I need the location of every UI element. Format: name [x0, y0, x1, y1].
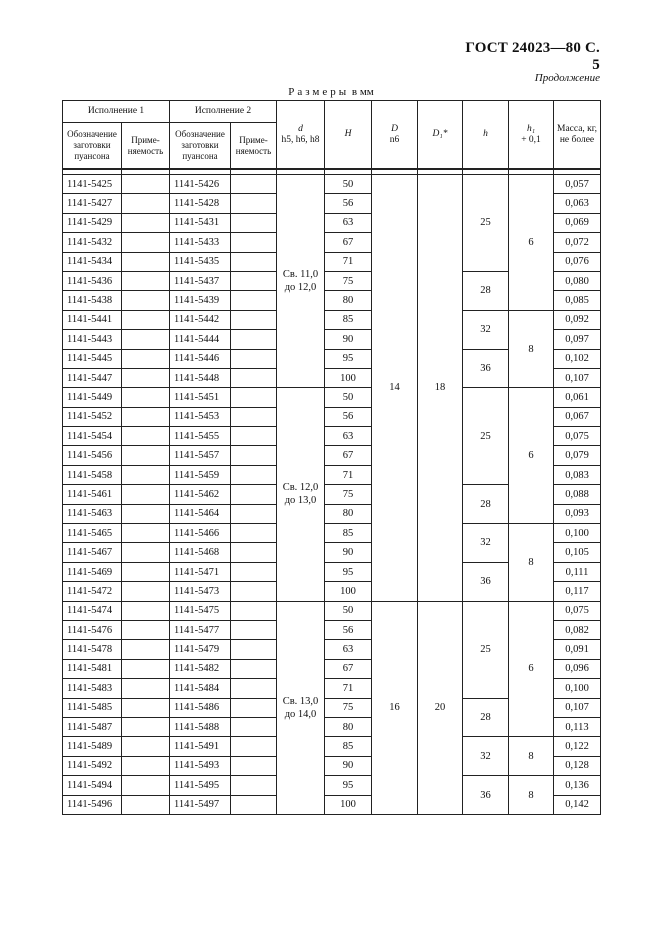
applicability-exec2-cell	[231, 465, 277, 484]
designation-exec2-cell: 1141-5482	[170, 659, 231, 678]
H-cell: 85	[325, 524, 372, 543]
applicability-exec2-cell	[231, 446, 277, 465]
designation-exec2-cell: 1141-5428	[170, 194, 231, 213]
h-cell: 28	[463, 271, 509, 310]
designation-exec2-cell: 1141-5486	[170, 698, 231, 717]
mass-cell: 0,096	[554, 659, 601, 678]
applicability-exec1-cell	[122, 795, 170, 814]
designation-exec1-cell: 1141-5454	[63, 427, 122, 446]
mass-cell: 0,075	[554, 427, 601, 446]
dimensions-unit: в мм	[351, 86, 374, 98]
table-row	[63, 601, 601, 620]
designation-exec2-cell: 1141-5444	[170, 330, 231, 349]
applicability-exec1-cell	[122, 659, 170, 678]
designation-exec1-cell: 1141-5434	[63, 252, 122, 271]
H-cell: 80	[325, 717, 372, 736]
header-mass: Масса, кг, не более	[554, 101, 601, 170]
applicability-exec1-cell	[122, 737, 170, 756]
H-cell: 95	[325, 349, 372, 368]
designation-exec1-cell: 1141-5487	[63, 717, 122, 736]
H-cell: 56	[325, 194, 372, 213]
header-d	[277, 101, 325, 170]
designation-exec2-cell: 1141-5493	[170, 756, 231, 775]
mass-cell: 0,082	[554, 620, 601, 639]
applicability-exec2-cell	[231, 349, 277, 368]
designation-exec2-cell: 1141-5433	[170, 233, 231, 252]
h-cell: 32	[463, 737, 509, 776]
designation-exec1-cell: 1141-5443	[63, 330, 122, 349]
table-row	[63, 310, 601, 329]
H-cell: 80	[325, 291, 372, 310]
H-cell: 63	[325, 640, 372, 659]
d-range-cell: Св. 11,0 до 12,0	[277, 175, 325, 388]
h-cell: 36	[463, 349, 509, 388]
mass-cell: 0,097	[554, 330, 601, 349]
applicability-exec2-cell	[231, 291, 277, 310]
table-row	[63, 737, 601, 756]
mass-cell: 0,100	[554, 679, 601, 698]
applicability-exec2-cell	[231, 175, 277, 194]
applicability-exec2-cell	[231, 271, 277, 290]
applicability-exec2-cell	[231, 756, 277, 775]
designation-exec2-cell: 1141-5464	[170, 504, 231, 523]
designation-exec1-cell: 1141-5474	[63, 601, 122, 620]
D1-cell: 18	[418, 175, 463, 602]
mass-cell: 0,107	[554, 698, 601, 717]
designation-exec2-cell: 1141-5437	[170, 271, 231, 290]
applicability-exec2-cell	[231, 485, 277, 504]
designation-exec2-cell: 1141-5473	[170, 582, 231, 601]
applicability-exec2-cell	[231, 310, 277, 329]
applicability-exec2-cell	[231, 582, 277, 601]
mass-cell: 0,083	[554, 465, 601, 484]
applicability-exec2-cell	[231, 601, 277, 620]
designation-exec2-cell: 1141-5491	[170, 737, 231, 756]
h-cell: 32	[463, 524, 509, 563]
designation-exec2-cell: 1141-5455	[170, 427, 231, 446]
mass-cell: 0,067	[554, 407, 601, 426]
d-range-cell: Св. 12,0 до 13,0	[277, 388, 325, 601]
designation-exec2-cell: 1141-5459	[170, 465, 231, 484]
mass-cell: 0,107	[554, 368, 601, 387]
designation-exec1-cell: 1141-5445	[63, 349, 122, 368]
designation-exec2-cell: 1141-5426	[170, 175, 231, 194]
table-row	[63, 388, 601, 407]
applicability-exec1-cell	[122, 543, 170, 562]
designation-exec1-cell: 1141-5469	[63, 562, 122, 581]
designation-exec2-cell: 1141-5479	[170, 640, 231, 659]
continued-label: Продолжение	[534, 72, 600, 84]
applicability-exec2-cell	[231, 640, 277, 659]
table-row	[63, 524, 601, 543]
H-cell: 67	[325, 446, 372, 465]
dimensions-caption	[62, 86, 600, 98]
designation-exec1-cell: 1141-5436	[63, 271, 122, 290]
applicability-exec1-cell	[122, 194, 170, 213]
designation-exec2-cell: 1141-5484	[170, 679, 231, 698]
H-cell: 95	[325, 776, 372, 795]
header-H: H	[325, 101, 372, 170]
h1-cell: 6	[509, 175, 554, 311]
designation-exec1-cell: 1141-5481	[63, 659, 122, 678]
designation-exec1-cell: 1141-5467	[63, 543, 122, 562]
designation-exec2-cell: 1141-5453	[170, 407, 231, 426]
designation-exec2-cell: 1141-5475	[170, 601, 231, 620]
designation-exec2-cell: 1141-5477	[170, 620, 231, 639]
applicability-exec2-cell	[231, 524, 277, 543]
D-tolerance: n6	[389, 134, 400, 145]
designation-exec2-cell: 1141-5457	[170, 446, 231, 465]
h1-cell: 8	[509, 737, 554, 776]
applicability-exec1-cell	[122, 620, 170, 639]
mass-cell: 0,122	[554, 737, 601, 756]
mass-cell: 0,105	[554, 543, 601, 562]
applicability-exec1-cell	[122, 368, 170, 387]
designation-exec2-cell: 1141-5439	[170, 291, 231, 310]
h-cell: 25	[463, 175, 509, 272]
mass-cell: 0,072	[554, 233, 601, 252]
h-cell: 32	[463, 310, 509, 349]
applicability-exec1-cell	[122, 175, 170, 194]
applicability-exec1-cell	[122, 427, 170, 446]
designation-exec1-cell: 1141-5449	[63, 388, 122, 407]
H-cell: 90	[325, 756, 372, 775]
designation-exec1-cell: 1141-5476	[63, 620, 122, 639]
designation-exec1-cell: 1141-5452	[63, 407, 122, 426]
h-cell: 28	[463, 698, 509, 737]
applicability-exec1-cell	[122, 465, 170, 484]
H-cell: 63	[325, 427, 372, 446]
applicability-exec2-cell	[231, 679, 277, 698]
designation-exec1-cell: 1141-5463	[63, 504, 122, 523]
punch-blanks-table	[62, 100, 601, 815]
designation-exec1-cell: 1141-5494	[63, 776, 122, 795]
applicability-exec2-cell	[231, 194, 277, 213]
designation-exec2-cell: 1141-5471	[170, 562, 231, 581]
applicability-exec1-cell	[122, 717, 170, 736]
mass-cell: 0,111	[554, 562, 601, 581]
mass-cell: 0,128	[554, 756, 601, 775]
mass-cell: 0,085	[554, 291, 601, 310]
H-cell: 85	[325, 737, 372, 756]
applicability-exec2-cell	[231, 388, 277, 407]
h-cell: 28	[463, 485, 509, 524]
mass-cell: 0,076	[554, 252, 601, 271]
applicability-exec1-cell	[122, 252, 170, 271]
designation-exec1-cell: 1141-5478	[63, 640, 122, 659]
designation-exec2-cell: 1141-5488	[170, 717, 231, 736]
applicability-exec2-cell	[231, 562, 277, 581]
H-cell: 56	[325, 620, 372, 639]
header-h: h	[463, 101, 509, 170]
applicability-exec1-cell	[122, 213, 170, 232]
designation-exec2-cell: 1141-5448	[170, 368, 231, 387]
h-cell: 25	[463, 388, 509, 485]
h-cell: 36	[463, 562, 509, 601]
designation-exec2-cell: 1141-5435	[170, 252, 231, 271]
applicability-exec2-cell	[231, 368, 277, 387]
H-cell: 50	[325, 601, 372, 620]
applicability-exec2-cell	[231, 698, 277, 717]
header-applicability-1: Приме-няемость	[122, 123, 170, 170]
applicability-exec2-cell	[231, 620, 277, 639]
applicability-exec1-cell	[122, 504, 170, 523]
designation-exec2-cell: 1141-5442	[170, 310, 231, 329]
applicability-exec2-cell	[231, 717, 277, 736]
designation-exec1-cell: 1141-5438	[63, 291, 122, 310]
designation-exec1-cell: 1141-5458	[63, 465, 122, 484]
mass-cell: 0,069	[554, 213, 601, 232]
designation-exec1-cell: 1141-5496	[63, 795, 122, 814]
applicability-exec1-cell	[122, 485, 170, 504]
D-symbol: D	[391, 123, 398, 134]
D-cell: 16	[372, 601, 418, 814]
H-cell: 90	[325, 543, 372, 562]
designation-exec1-cell: 1141-5465	[63, 524, 122, 543]
header-execution-2: Исполнение 2	[170, 101, 277, 123]
designation-exec2-cell: 1141-5431	[170, 213, 231, 232]
applicability-exec2-cell	[231, 543, 277, 562]
H-cell: 75	[325, 271, 372, 290]
D-cell: 14	[372, 175, 418, 602]
mass-cell: 0,142	[554, 795, 601, 814]
H-cell: 71	[325, 679, 372, 698]
H-cell: 67	[325, 659, 372, 678]
applicability-exec2-cell	[231, 659, 277, 678]
header-execution-1: Исполнение 1	[63, 101, 170, 123]
H-cell: 75	[325, 485, 372, 504]
designation-exec2-cell: 1141-5468	[170, 543, 231, 562]
applicability-exec1-cell	[122, 291, 170, 310]
H-cell: 100	[325, 795, 372, 814]
mass-cell: 0,117	[554, 582, 601, 601]
mass-cell: 0,113	[554, 717, 601, 736]
h1-tolerance: + 0,1	[521, 134, 541, 145]
applicability-exec1-cell	[122, 349, 170, 368]
H-cell: 71	[325, 465, 372, 484]
mass-cell: 0,136	[554, 776, 601, 795]
applicability-exec1-cell	[122, 407, 170, 426]
designation-exec2-cell: 1141-5451	[170, 388, 231, 407]
designation-exec1-cell: 1141-5485	[63, 698, 122, 717]
designation-exec1-cell: 1141-5447	[63, 368, 122, 387]
H-cell: 63	[325, 213, 372, 232]
applicability-exec1-cell	[122, 310, 170, 329]
header-D1: D₁*	[418, 101, 463, 170]
mass-cell: 0,088	[554, 485, 601, 504]
applicability-exec1-cell	[122, 756, 170, 775]
applicability-exec2-cell	[231, 213, 277, 232]
applicability-exec1-cell	[122, 776, 170, 795]
header-designation-1: Обозначение заготовки пуансона	[63, 123, 122, 170]
table-row	[63, 776, 601, 795]
H-cell: 75	[325, 698, 372, 717]
h-cell: 25	[463, 601, 509, 698]
H-cell: 100	[325, 582, 372, 601]
applicability-exec2-cell	[231, 427, 277, 446]
designation-exec2-cell: 1141-5462	[170, 485, 231, 504]
h1-cell: 6	[509, 388, 554, 524]
designation-exec1-cell: 1141-5425	[63, 175, 122, 194]
H-cell: 85	[325, 310, 372, 329]
applicability-exec2-cell	[231, 737, 277, 756]
header-D	[372, 101, 418, 170]
applicability-exec1-cell	[122, 679, 170, 698]
designation-exec1-cell: 1141-5489	[63, 737, 122, 756]
h-cell: 36	[463, 776, 509, 815]
designation-exec2-cell: 1141-5497	[170, 795, 231, 814]
designation-exec2-cell: 1141-5495	[170, 776, 231, 795]
H-cell: 71	[325, 252, 372, 271]
designation-exec1-cell: 1141-5427	[63, 194, 122, 213]
applicability-exec2-cell	[231, 504, 277, 523]
h1-cell: 8	[509, 776, 554, 815]
designation-exec1-cell: 1141-5483	[63, 679, 122, 698]
h1-cell: 6	[509, 601, 554, 737]
d-tolerance: h5, h6, h8	[281, 134, 320, 145]
designation-exec1-cell: 1141-5441	[63, 310, 122, 329]
applicability-exec2-cell	[231, 795, 277, 814]
table-row	[63, 175, 601, 194]
mass-cell: 0,091	[554, 640, 601, 659]
mass-cell: 0,057	[554, 175, 601, 194]
D1-cell: 20	[418, 601, 463, 814]
applicability-exec2-cell	[231, 330, 277, 349]
applicability-exec1-cell	[122, 582, 170, 601]
applicability-exec1-cell	[122, 698, 170, 717]
designation-exec2-cell: 1141-5466	[170, 524, 231, 543]
applicability-exec1-cell	[122, 233, 170, 252]
H-cell: 80	[325, 504, 372, 523]
d-symbol: d	[298, 123, 303, 134]
applicability-exec1-cell	[122, 271, 170, 290]
designation-exec1-cell: 1141-5461	[63, 485, 122, 504]
mass-cell: 0,063	[554, 194, 601, 213]
designation-exec1-cell: 1141-5456	[63, 446, 122, 465]
designation-exec1-cell: 1141-5429	[63, 213, 122, 232]
document-title: ГОСТ 24023—80 С. 5	[465, 40, 600, 73]
designation-exec2-cell: 1141-5446	[170, 349, 231, 368]
applicability-exec1-cell	[122, 446, 170, 465]
designation-exec1-cell: 1141-5432	[63, 233, 122, 252]
applicability-exec2-cell	[231, 407, 277, 426]
applicability-exec2-cell	[231, 776, 277, 795]
H-cell: 90	[325, 330, 372, 349]
applicability-exec2-cell	[231, 252, 277, 271]
applicability-exec1-cell	[122, 640, 170, 659]
applicability-exec1-cell	[122, 601, 170, 620]
mass-cell: 0,100	[554, 524, 601, 543]
H-cell: 56	[325, 407, 372, 426]
mass-cell: 0,102	[554, 349, 601, 368]
applicability-exec2-cell	[231, 233, 277, 252]
mass-cell: 0,079	[554, 446, 601, 465]
applicability-exec1-cell	[122, 562, 170, 581]
header-applicability-2: Приме-няемость	[231, 123, 277, 170]
H-cell: 50	[325, 388, 372, 407]
applicability-exec1-cell	[122, 330, 170, 349]
mass-cell: 0,075	[554, 601, 601, 620]
d-range-cell: Св. 13,0 до 14,0	[277, 601, 325, 814]
H-cell: 100	[325, 368, 372, 387]
h1-symbol: h₁	[526, 123, 536, 134]
dimensions-word: Размеры	[288, 86, 350, 98]
applicability-exec1-cell	[122, 524, 170, 543]
designation-exec1-cell: 1141-5472	[63, 582, 122, 601]
h1-cell: 8	[509, 524, 554, 602]
H-cell: 50	[325, 175, 372, 194]
mass-cell: 0,061	[554, 388, 601, 407]
H-cell: 95	[325, 562, 372, 581]
mass-cell: 0,093	[554, 504, 601, 523]
header-h1	[509, 101, 554, 170]
designation-exec1-cell: 1141-5492	[63, 756, 122, 775]
applicability-exec1-cell	[122, 388, 170, 407]
mass-cell: 0,092	[554, 310, 601, 329]
h1-cell: 8	[509, 310, 554, 388]
mass-cell: 0,080	[554, 271, 601, 290]
header-designation-2: Обозначение заготовки пуансона	[170, 123, 231, 170]
H-cell: 67	[325, 233, 372, 252]
